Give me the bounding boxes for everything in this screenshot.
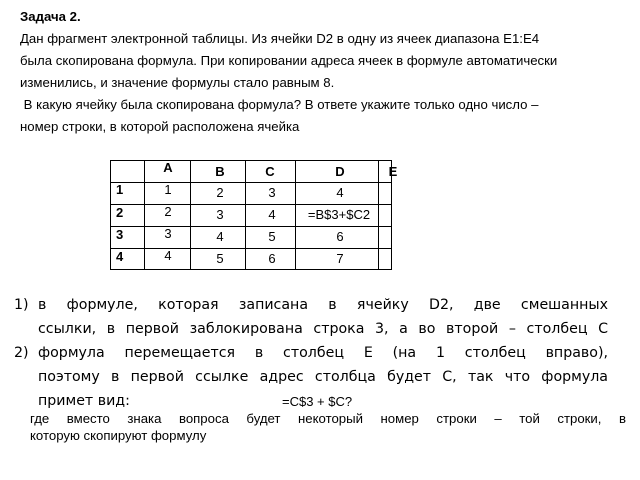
cell-c4: 6: [268, 251, 276, 266]
task-title: Задача 2.: [20, 9, 81, 24]
cell-b4: 5: [216, 251, 224, 266]
cell-a3: 3: [164, 226, 172, 241]
grid-line: [190, 160, 191, 270]
step-text-line: примет вид:: [38, 393, 130, 409]
step-number: 1): [14, 297, 29, 313]
step-number: 2): [14, 345, 29, 361]
column-header-e: E: [388, 164, 398, 179]
grid-line: [110, 269, 392, 270]
note-line: которую скопируют формулу: [30, 428, 207, 443]
step-text-line: в формуле, которая записана в ячейку D2, две смешанных: [38, 297, 608, 313]
cell-d4: 7: [336, 251, 344, 266]
task-line: изменились, и значение формулы стало равным 8.: [20, 75, 335, 90]
step-text-line: ссылки, в первой заблокирована строка 3, а во второй – столбец С: [38, 321, 608, 337]
cell-c3: 5: [268, 229, 276, 244]
row-header: 4: [116, 249, 124, 264]
cell-d3: 6: [336, 229, 344, 244]
cell-d1: 4: [336, 185, 344, 200]
cell-a1: 1: [164, 182, 172, 197]
column-header-d: D: [335, 164, 345, 179]
column-header-b: B: [215, 164, 225, 179]
task-line: номер строки, в которой расположена ячейка: [20, 119, 300, 134]
grid-line: [245, 160, 246, 270]
cell-b1: 2: [216, 185, 224, 200]
row-header: 1: [116, 182, 124, 197]
column-header-a: A: [163, 160, 173, 175]
cell-a2: 2: [164, 204, 172, 219]
resulting-formula: =C$3 + $C?: [282, 394, 353, 409]
note-line: где вместо знака вопроса будет некоторый номер строки – той строки, в: [30, 411, 626, 426]
step-text-line: формула перемещается в столбец E (на 1 столбец вправо),: [38, 345, 608, 361]
spreadsheet-fragment: [110, 160, 398, 270]
column-header-c: C: [265, 164, 275, 179]
task-line: Дан фрагмент электронной таблицы. Из ячейки D2 в одну из ячеек диапазона E1:E4: [20, 31, 540, 46]
cell-b3: 4: [216, 229, 224, 244]
cell-c2: 4: [268, 207, 276, 222]
task-statement: [20, 6, 630, 138]
cell-a4: 4: [164, 248, 172, 263]
step-text-line: поэтому в первой ссылке адрес столбца будет С, так что формула: [38, 369, 608, 385]
grid-line: [295, 160, 296, 270]
task-line: была скопирована формула. При копировании адреса ячеек в формуле автоматически: [20, 53, 558, 68]
row-header: 3: [116, 227, 124, 242]
task-line: В какую ячейку была скопирована формула? В ответе укажите только одно число –: [20, 97, 539, 112]
cell-c1: 3: [268, 185, 276, 200]
row-header: 2: [116, 205, 124, 220]
cell-b2: 3: [216, 207, 224, 222]
explanation-note: [30, 410, 626, 444]
cell-d2-formula: =B$3+$C2: [307, 207, 371, 222]
step-item: [14, 293, 608, 341]
grid-line: [110, 160, 111, 270]
